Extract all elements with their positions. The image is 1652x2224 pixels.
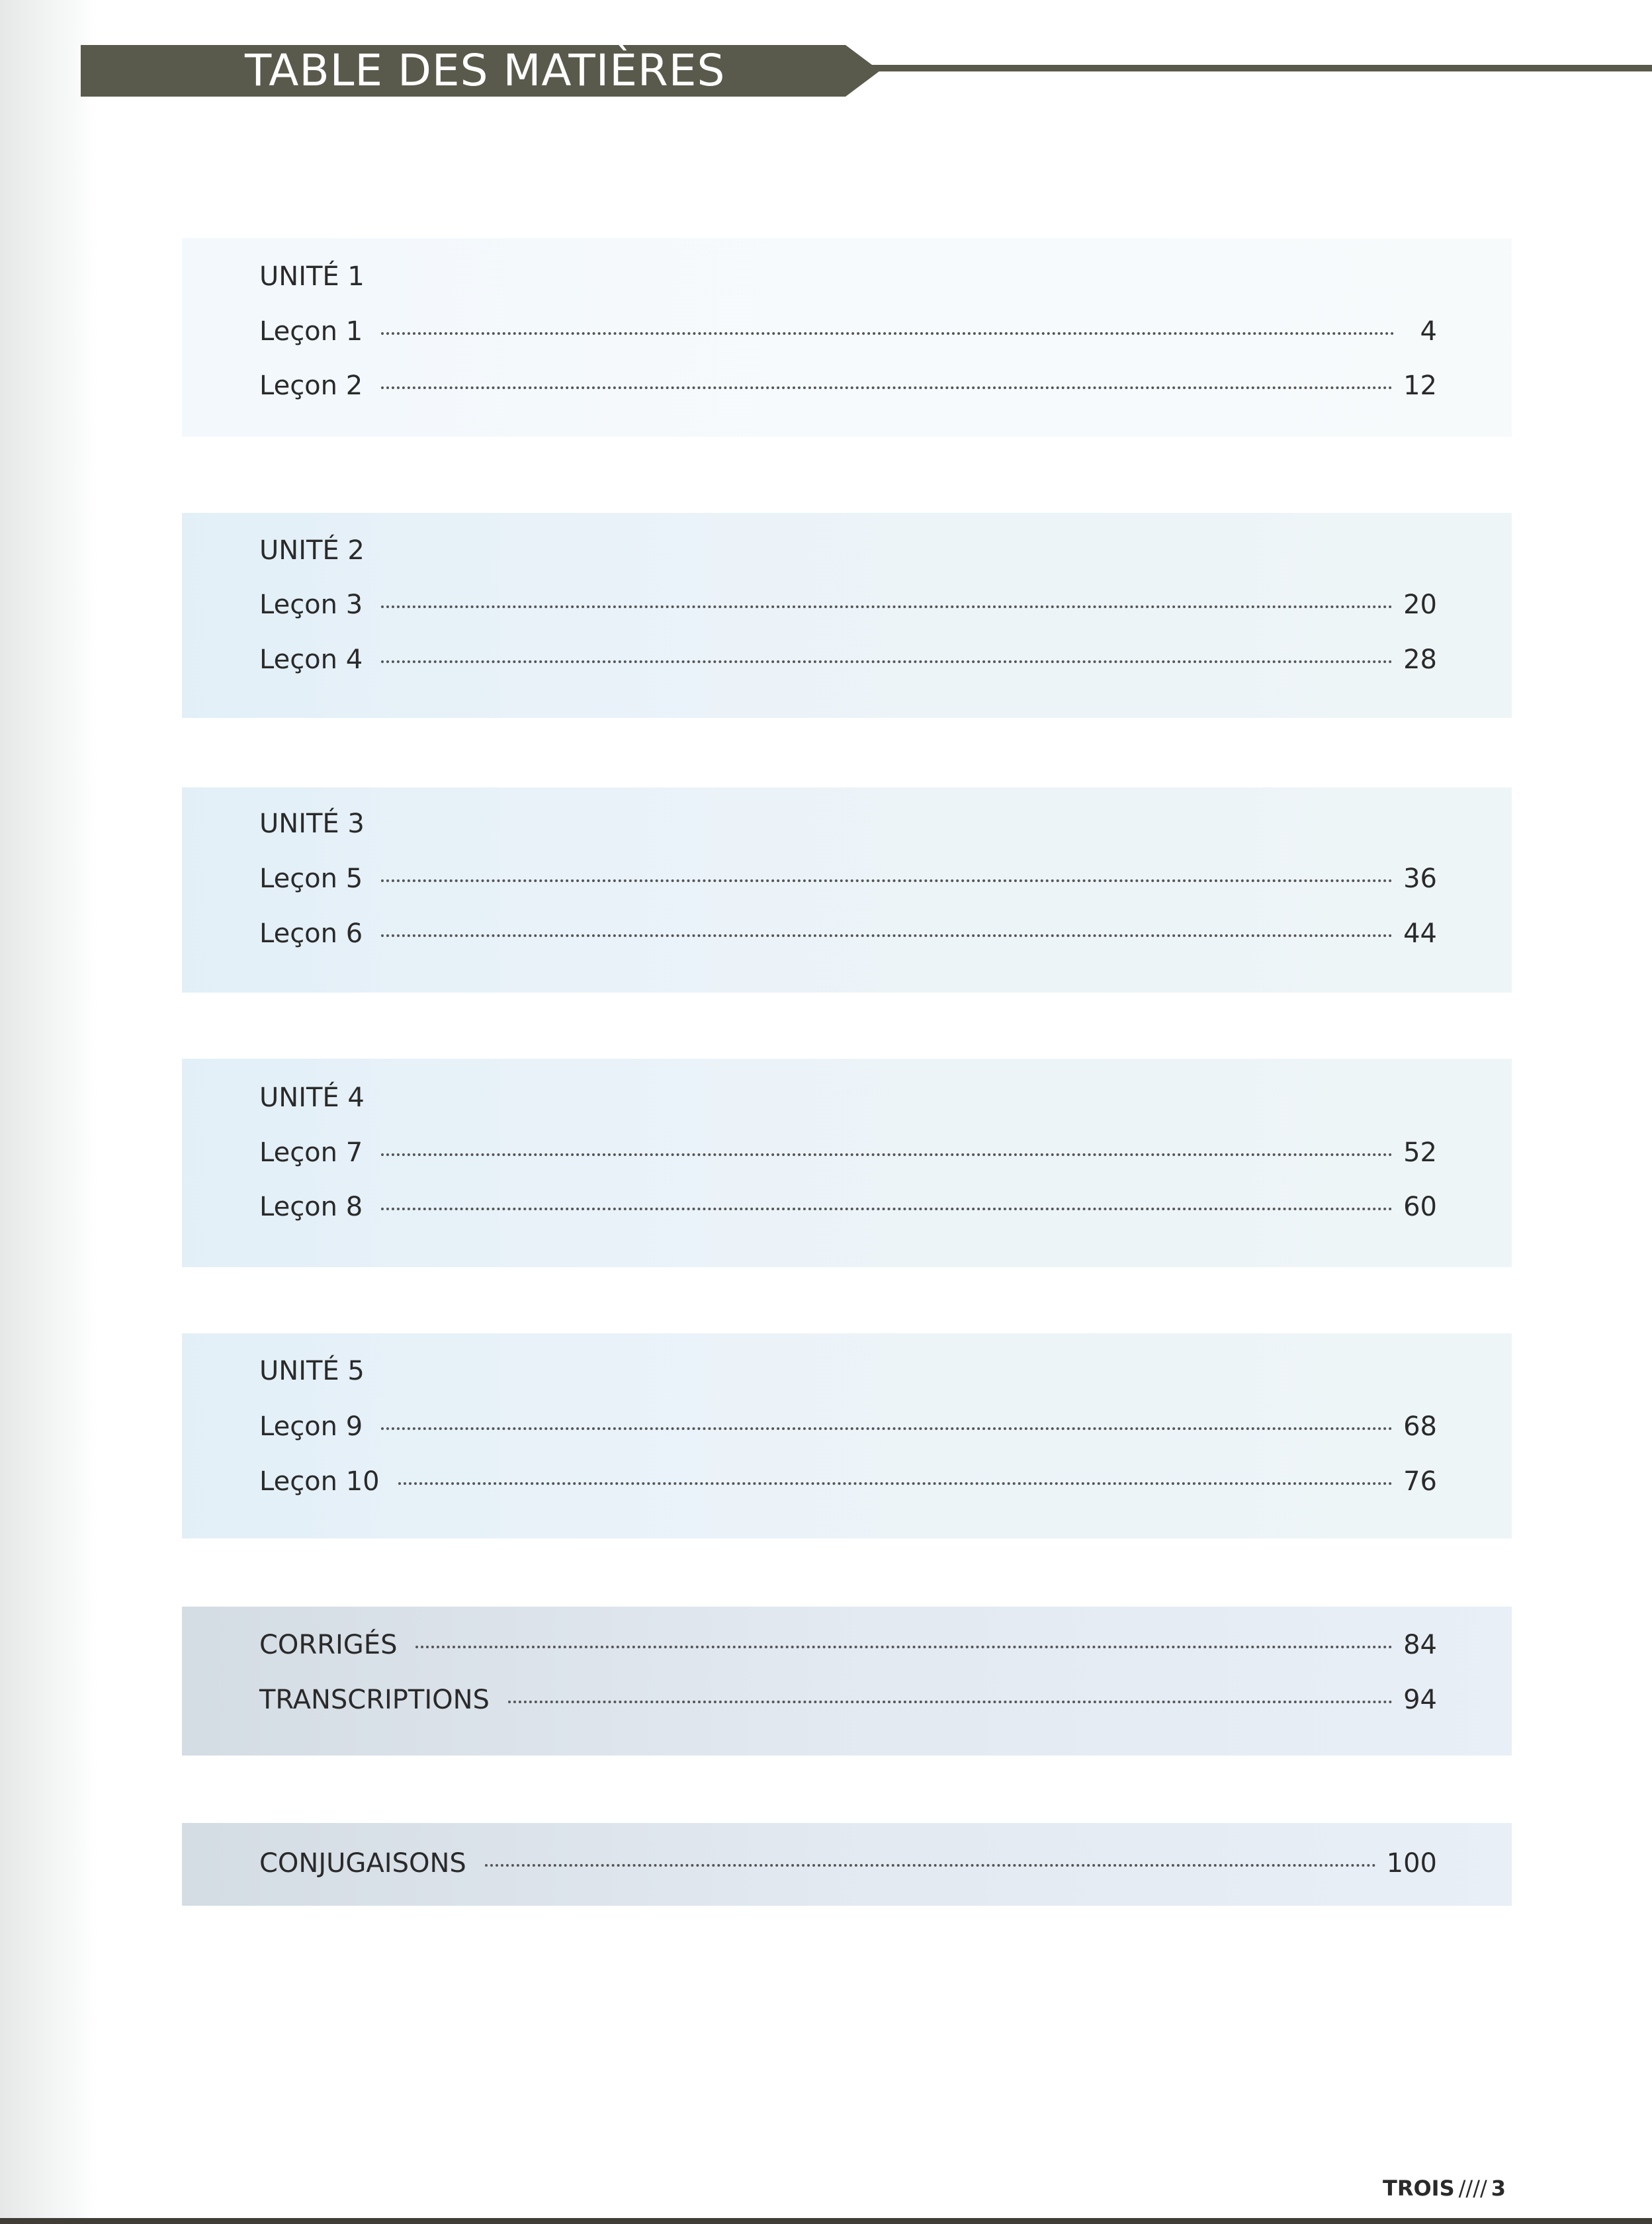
footer-word: TROIS xyxy=(1383,2176,1455,2201)
toc-entry-label: Leçon 5 xyxy=(259,864,363,894)
toc-entry-label: Leçon 1 xyxy=(259,316,363,347)
page-title: TABLE DES MATIÈRES xyxy=(245,45,726,96)
toc-entry-page: 60 xyxy=(1403,1192,1437,1222)
dot-leader xyxy=(508,1701,1393,1703)
dot-leader xyxy=(398,1482,1393,1485)
toc-entry[interactable] xyxy=(259,315,1437,348)
toc-entry-conjugaisons[interactable] xyxy=(259,1847,1437,1880)
toc-entry-label: Leçon 3 xyxy=(259,590,363,620)
toc-entry-page: 94 xyxy=(1403,1685,1437,1715)
dot-leader xyxy=(381,1208,1393,1210)
toc-entry-page: 20 xyxy=(1403,590,1437,620)
toc-entry-label: CONJUGAISONS xyxy=(259,1848,466,1879)
toc-entry[interactable] xyxy=(259,1410,1437,1443)
dot-leader xyxy=(381,934,1393,937)
toc-entry-page: 100 xyxy=(1386,1848,1437,1879)
toc-entry[interactable] xyxy=(259,917,1437,950)
toc-entry[interactable] xyxy=(259,862,1437,895)
footer-slashes: //// xyxy=(1458,2176,1487,2201)
toc-entry-label: Leçon 10 xyxy=(259,1466,380,1497)
toc-entry-label: Leçon 6 xyxy=(259,918,363,949)
dot-leader xyxy=(485,1864,1376,1867)
toc-entry[interactable] xyxy=(259,1190,1437,1223)
unit-title: UNITÉ 4 xyxy=(259,1083,365,1113)
toc-entry-label: Leçon 8 xyxy=(259,1192,363,1222)
toc-entry-page: 44 xyxy=(1403,918,1437,949)
toc-entry[interactable] xyxy=(259,1136,1437,1169)
toc-entry-page: 84 xyxy=(1403,1630,1437,1660)
toc-entry[interactable] xyxy=(259,369,1437,402)
unit-title: UNITÉ 1 xyxy=(259,261,365,292)
toc-entry-page: 76 xyxy=(1403,1466,1437,1497)
toc-entry-label: Leçon 7 xyxy=(259,1137,363,1168)
toc-entry-label: Leçon 4 xyxy=(259,645,363,675)
dot-leader xyxy=(381,386,1393,389)
unit-title: UNITÉ 3 xyxy=(259,809,365,839)
toc-entry[interactable] xyxy=(259,588,1437,621)
unit-title: UNITÉ 2 xyxy=(259,535,365,566)
page-footer xyxy=(1383,2176,1506,2201)
toc-entry-label: TRANSCRIPTIONS xyxy=(259,1685,490,1715)
dot-leader xyxy=(415,1646,1393,1648)
toc-entry-label: Leçon 9 xyxy=(259,1411,363,1442)
dot-leader xyxy=(381,1427,1393,1430)
toc-entry-page: 52 xyxy=(1403,1137,1437,1168)
dot-leader xyxy=(381,1153,1393,1156)
dot-leader xyxy=(381,332,1395,335)
footer-page-number: 3 xyxy=(1491,2176,1506,2201)
page-bottom-edge xyxy=(0,2218,1652,2224)
toc-entry-label: Leçon 2 xyxy=(259,371,363,401)
toc-entry-page: 68 xyxy=(1403,1411,1437,1442)
toc-entry-page: 12 xyxy=(1403,371,1437,401)
toc-entry-label: CORRIGÉS xyxy=(259,1630,398,1660)
toc-entry-page: 36 xyxy=(1403,864,1437,894)
dot-leader xyxy=(381,660,1393,663)
toc-entry[interactable] xyxy=(259,643,1437,676)
unit-title: UNITÉ 5 xyxy=(259,1356,365,1386)
toc-entry-corriges[interactable] xyxy=(259,1628,1437,1662)
toc-entry-page: 4 xyxy=(1420,316,1437,347)
toc-entry-transcriptions[interactable] xyxy=(259,1683,1437,1716)
toc-entry-page: 28 xyxy=(1403,645,1437,675)
dot-leader xyxy=(381,879,1393,882)
dot-leader xyxy=(381,605,1393,608)
toc-entry[interactable] xyxy=(259,1465,1437,1498)
